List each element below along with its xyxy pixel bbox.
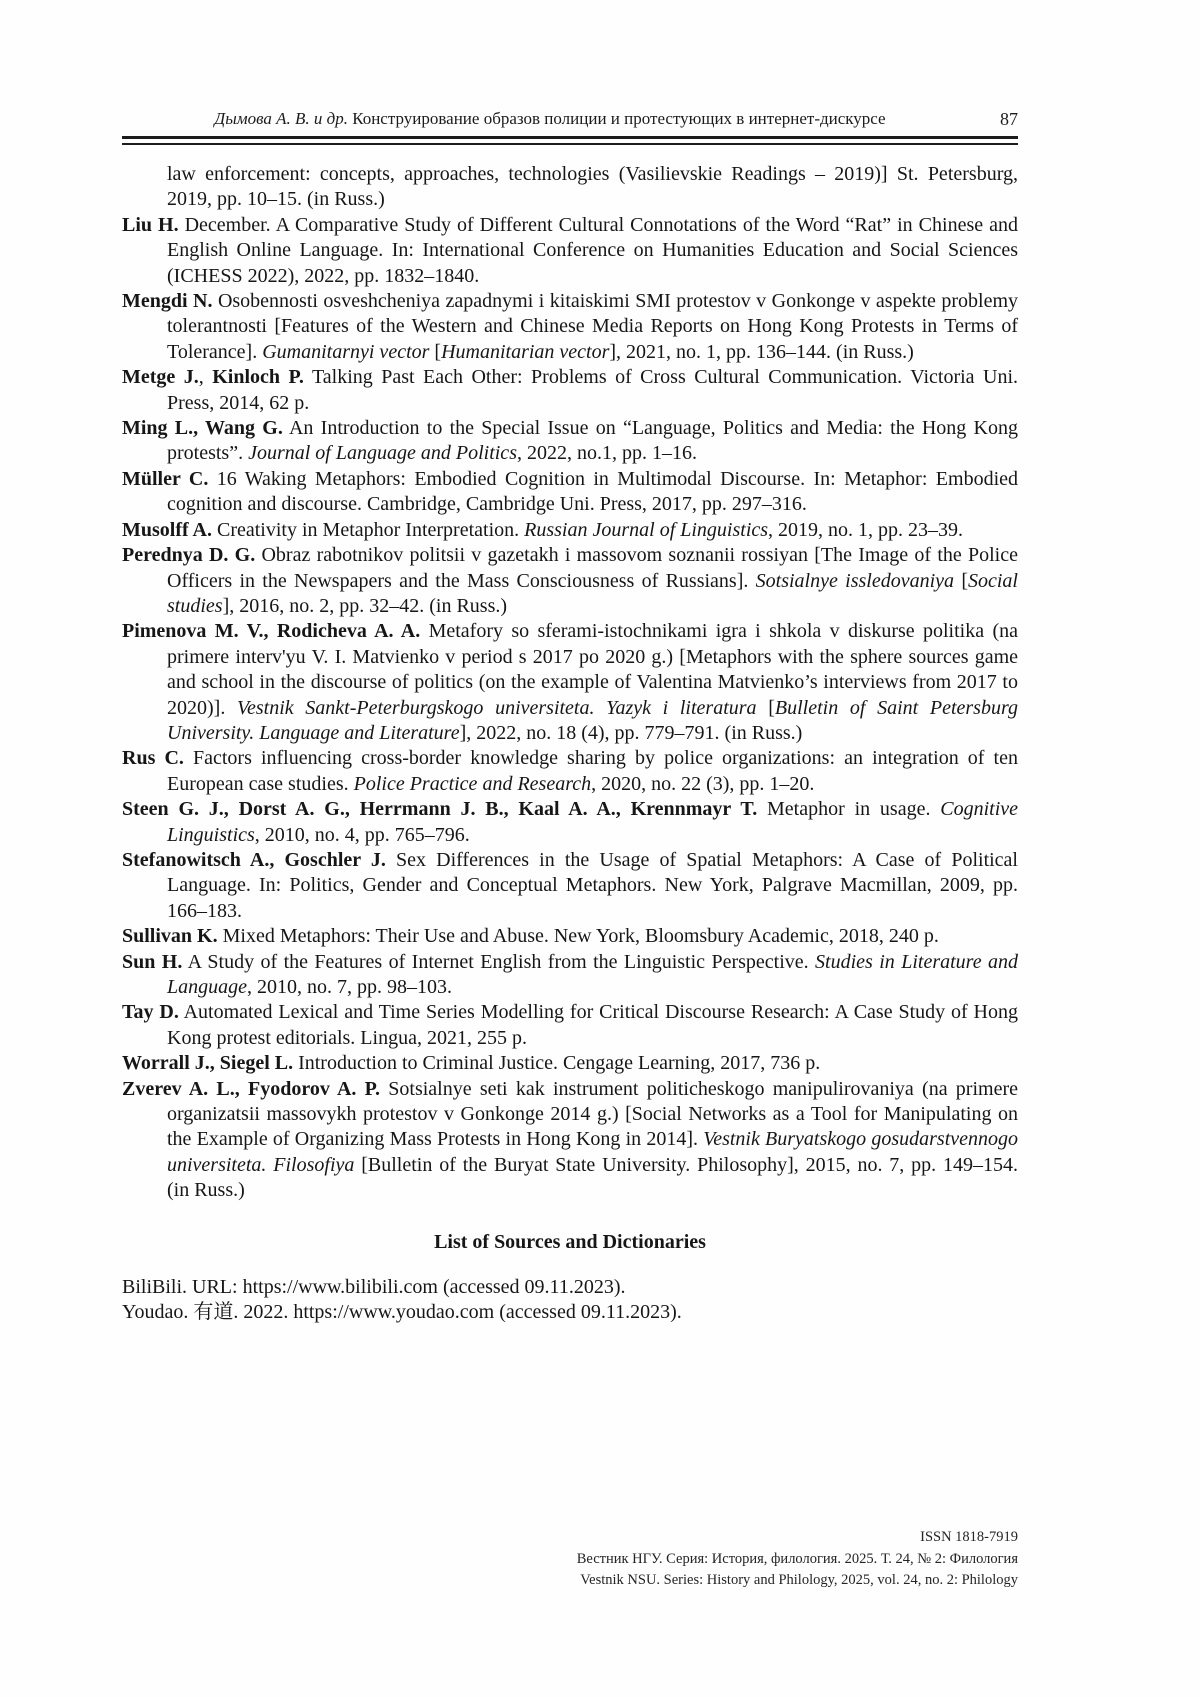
reference-segment: , 2020, no. 22 (3), pp. 1–20. xyxy=(591,772,815,795)
reference-segment: , 2019, no. 1, pp. 23–39. xyxy=(768,518,964,541)
reference-segment: Gumanitarnyi vector xyxy=(262,340,430,363)
sources-heading: List of Sources and Dictionaries xyxy=(434,1230,706,1253)
page-footer xyxy=(577,1527,1018,1592)
running-header-title: Конструирование образов полиции и протестующих в интернет-дискурсе xyxy=(347,109,886,128)
reference-segment: Bulletin of Saint Petersburg University. Language and Literature xyxy=(167,696,1018,744)
reference-entry xyxy=(122,518,1018,543)
reference-entry xyxy=(122,467,1018,518)
reference-segment: Müller C. xyxy=(122,467,209,490)
reference-segment: Russian Journal of Linguistics xyxy=(524,518,769,541)
reference-entry xyxy=(122,619,1018,746)
reference-segment: [ xyxy=(954,569,968,592)
reference-entry xyxy=(122,924,1018,949)
reference-segment: Worrall J., Siegel L. xyxy=(122,1052,294,1075)
reference-segment: Tay D. xyxy=(122,1001,179,1024)
reference-segment: Sullivan K. xyxy=(122,925,218,948)
reference-list xyxy=(122,213,1018,1204)
reference-segment: , 2010, no. 4, pp. 765–796. xyxy=(254,823,470,846)
reference-segment: Sotsialnye issledovaniya xyxy=(755,569,955,592)
source-item: BiliBili. URL: https://www.bilibili.com (accessed 09.11.2023). xyxy=(122,1276,626,1299)
reference-segment: December. A Comparative Study of Different Cultural Connotations of the Word “Rat” in Chinese and English Online Language. In: International Conference on Humanities Education and Social Sciences (ICHESS 2022), 2022, pp. 1832–1840. xyxy=(167,213,1018,287)
reference-segment: Sun H. xyxy=(122,950,183,973)
reference-segment: Zverev A. L., Fyodorov A. P. xyxy=(122,1077,381,1100)
reference-segment: [ xyxy=(429,340,442,363)
reference-segment: An Introduction to the Special Issue on “Language, Politics and Media: the Hong Kong protests”. xyxy=(167,417,1018,465)
reference-segment: Metge J. xyxy=(122,366,199,389)
reference-continuation: law enforcement: concepts, approaches, technologies (Vasilievskie Readings – 2019)] St. Petersburg, 2019, pp. 10–15. (in Russ.) xyxy=(167,163,1018,211)
reference-entry xyxy=(122,746,1018,797)
reference-segment: Social studies xyxy=(167,569,1018,617)
reference-segment: 16 Waking Metaphors: Embodied Cognition in Multimodal Discourse. In: Metaphor: Embodied cognition and discourse. Cambridge, Cambridge Uni. Press, 2017, pp. 297–316. xyxy=(167,467,1018,516)
reference-entry xyxy=(122,416,1018,467)
running-header xyxy=(122,108,1018,130)
reference-entry xyxy=(122,543,1018,619)
reference-segment: Pimenova M. V., Rodicheva A. A. xyxy=(122,620,421,643)
reference-entry xyxy=(122,365,1018,416)
reference-segment: Metaphor in usage. xyxy=(757,798,941,821)
sources-list xyxy=(122,1275,1018,1326)
reference-segment: Musolff A. xyxy=(122,518,212,541)
reference-segment: Vestnik Sankt-Peterburgskogo universiteta. Yazyk i literatura xyxy=(236,696,757,719)
references-section xyxy=(122,162,1018,1326)
reference-segment: Sex Differences in the Usage of Spatial Metaphors: A Case of Political Language. In: Politics, Gender and Conceptual Metaphors. New York, Palgrave Macmillan, 2009, pp. 166–183. xyxy=(167,848,1018,922)
reference-segment: Ming L., Wang G. xyxy=(122,417,283,440)
reference-entry xyxy=(122,1051,1018,1076)
page-number: 87 xyxy=(1000,109,1018,129)
reference-segment: , xyxy=(198,366,213,389)
source-item: Youdao. 有道. 2022. https://www.youdao.com (accessed 09.11.2023). xyxy=(122,1301,682,1324)
reference-segment: Sotsialnye seti kak instrument politicheskogo manipulirovaniya (na primere organizatsii massovykh protestov v Gonkonge 2014 g.) [Social Networks as a Tool for Manipulating on the Example of Organizing Mass Protests in Hong Kong in 2014]. xyxy=(167,1077,1018,1151)
reference-segment: [Bulletin of the Buryat State University. Philosophy], 2015, no. 7, pp. 149–154. (in Russ.) xyxy=(167,1153,1019,1202)
reference-entry xyxy=(122,1000,1018,1051)
footer-issn: ISSN 1818-7919 xyxy=(920,1529,1018,1545)
header-divider xyxy=(122,136,1018,145)
reference-segment: ], 2022, no. 18 (4), pp. 779–791. (in Russ.) xyxy=(459,721,803,744)
reference-segment: Studies in Literature and Language xyxy=(167,950,1018,998)
reference-segment: Automated Lexical and Time Series Modelling for Critical Discourse Research: A Case Study of Hong Kong protest editorials. Lingua, 2021, 255 p. xyxy=(167,1001,1018,1049)
reference-segment: Talking Past Each Other: Problems of Cross Cultural Communication. Victoria Uni. Press, 2014, 62 p. xyxy=(167,366,1018,414)
reference-segment: ], 2021, no. 1, pp. 136–144. (in Russ.) xyxy=(609,340,914,363)
reference-entry xyxy=(122,289,1018,365)
reference-segment: , 2010, no. 7, pp. 98–103. xyxy=(247,976,452,998)
footer-journal-en: Vestnik NSU. Series: History and Philology, 2025, vol. 24, no. 2: Philology xyxy=(580,1572,1018,1588)
reference-entry xyxy=(122,213,1018,289)
reference-segment: ], 2016, no. 2, pp. 32–42. (in Russ.) xyxy=(222,594,508,617)
reference-segment: Creativity in Metaphor Interpretation. xyxy=(212,518,525,541)
reference-segment: Steen G. J., Dorst A. G., Herrmann J. B., Kaal A. A., Krennmayr T. xyxy=(122,798,758,821)
reference-segment: Liu H. xyxy=(122,213,179,236)
footer-journal-ru: Вестник НГУ. Серия: История, филология. 2025. Т. 24, № 2: Филология xyxy=(576,1550,1018,1567)
reference-segment: Metafory so sferami-istochnikami igra i shkola v diskurse politika (na primere interv'yu V. I. Matvienko v period s 2017 po 2020 g.) [Metaphors with the sphere sources game and school in the discourse of politics (on the example of Valentina Matvienko’s interviews from 2017 to 2020)]. xyxy=(167,620,1018,719)
reference-segment: Cognitive Linguistics xyxy=(167,798,1019,846)
reference-segment: A Study of the Features of Internet English from the Linguistic Perspective. xyxy=(182,950,816,973)
reference-segment: Stefanowitsch A., Goschler J. xyxy=(122,848,386,871)
running-header-authors: Дымова А. В. и др. xyxy=(214,109,348,128)
reference-segment: Kinloch P. xyxy=(212,366,304,389)
reference-segment: Humanitarian vector xyxy=(441,340,610,363)
reference-segment: Mengdi N. xyxy=(122,290,213,313)
reference-segment: Obraz rabotnikov politsii v gazetakh i massovom soznanii rossiyan [The Image of the Police Officers in the Newspapers and the Mass Consciousness of Russians]. xyxy=(167,544,1018,592)
reference-entry xyxy=(122,848,1018,924)
reference-segment: Journal of Language and Politics xyxy=(248,442,517,465)
reference-segment: Rus C. xyxy=(122,747,184,770)
reference-entry xyxy=(122,1077,1018,1204)
reference-segment: [ xyxy=(756,696,775,719)
reference-segment: Factors influencing cross-border knowledge sharing by police organizations: an integration of ten European case studies. xyxy=(167,747,1018,795)
reference-segment: , 2022, no.1, pp. 1–16. xyxy=(516,442,697,465)
reference-segment: Introduction to Criminal Justice. Cengage Learning, 2017, 736 p. xyxy=(293,1052,821,1075)
reference-segment: Mixed Metaphors: Their Use and Abuse. New York, Bloomsbury Academic, 2018, 240 p. xyxy=(217,925,939,948)
reference-segment: Perednya D. G. xyxy=(122,544,256,567)
reference-entry xyxy=(122,950,1018,1001)
reference-segment: Vestnik Buryatskogo gosudarstvennogo universiteta. Filosofiya xyxy=(167,1128,1019,1176)
reference-segment: Police Practice and Research xyxy=(353,772,592,795)
reference-entry xyxy=(122,797,1018,848)
reference-segment: Osobennosti osveshcheniya zapadnymi i kitaiskimi SMI protestov v Gonkonge v aspekte problemy tolerantnosti [Features of the Western and Chinese Media Reports on Hong Kong Protests in Terms of Tolerance]. xyxy=(167,290,1019,363)
